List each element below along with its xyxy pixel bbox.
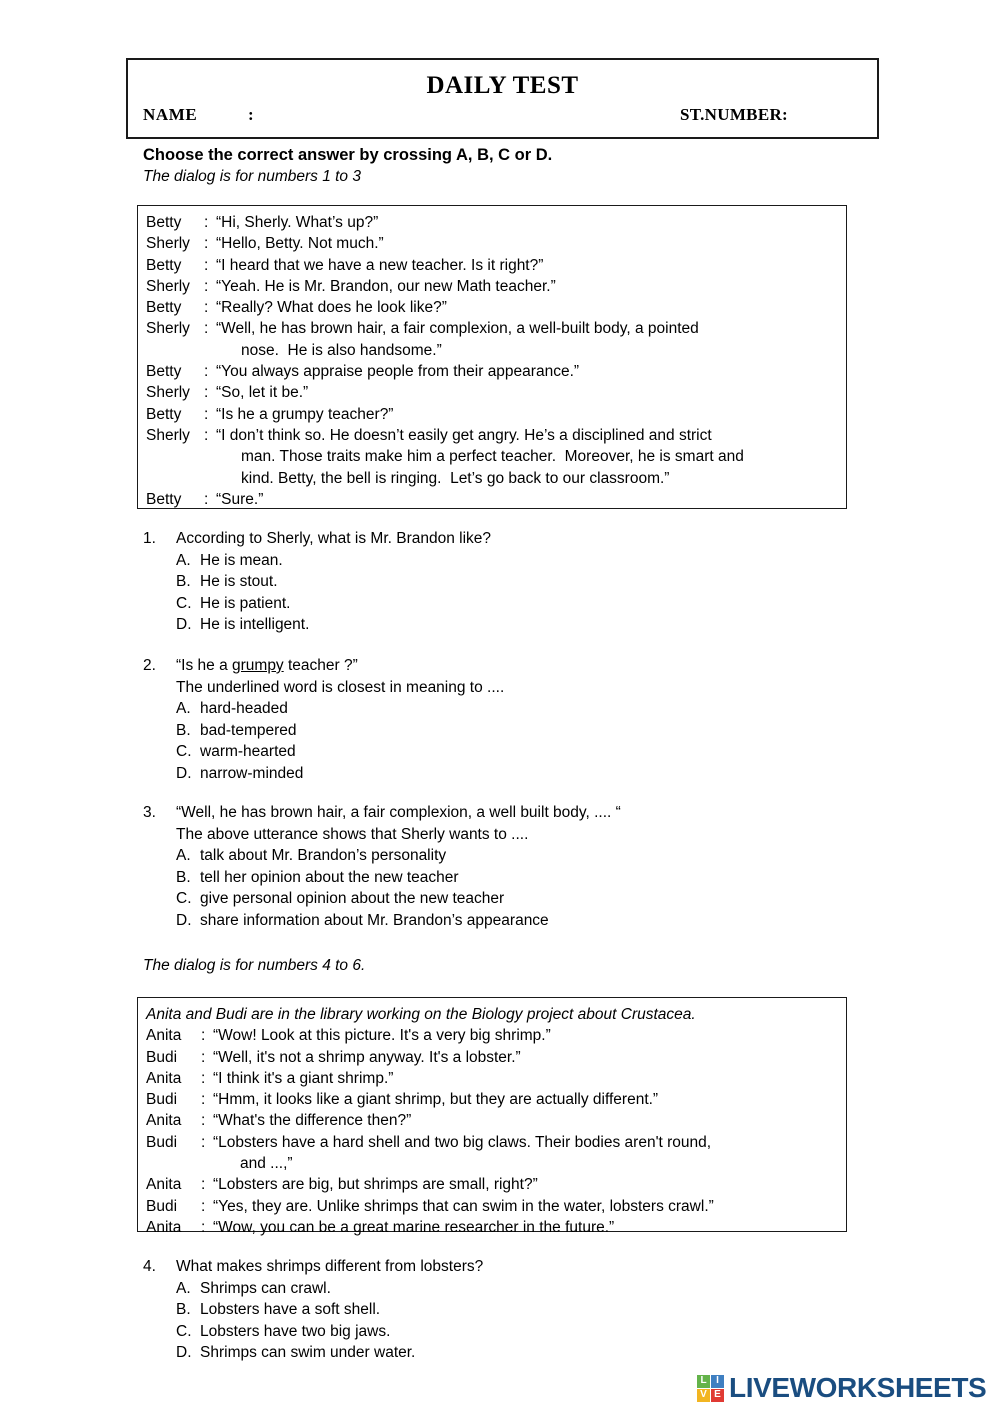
dialog-utterance: “Well, it's not a shrimp anyway. It's a lobster.” xyxy=(213,1048,521,1066)
test-header-box xyxy=(126,58,879,139)
dialog-line xyxy=(146,212,838,233)
dialog-speaker: Sherly xyxy=(146,426,190,444)
dialog-line xyxy=(146,297,838,318)
option-letter: A. xyxy=(176,700,191,717)
liveworksheets-mark-icon xyxy=(697,1375,724,1402)
option-text: Shrimps can swim under water. xyxy=(200,1344,416,1361)
question-4-option-c[interactable] xyxy=(143,1321,883,1343)
dialog-colon: : xyxy=(204,256,209,274)
dialog-line xyxy=(146,382,838,403)
option-letter: B. xyxy=(176,573,191,590)
dialog-colon: : xyxy=(201,1218,206,1236)
question-2-option-c[interactable] xyxy=(143,741,883,763)
name-label: NAME xyxy=(143,105,198,124)
option-text: He is mean. xyxy=(200,551,283,569)
question-3-stem-row xyxy=(143,802,883,824)
dialog-colon: : xyxy=(201,1091,206,1109)
dialog-speaker: Betty xyxy=(146,256,182,274)
logo-letter-tile: V xyxy=(697,1389,710,1402)
dialog-line xyxy=(146,318,838,339)
question-2-stem-row xyxy=(143,655,883,677)
dialog-line xyxy=(146,361,838,382)
dialog-colon: : xyxy=(201,1133,206,1151)
dialog-colon: : xyxy=(204,405,209,423)
question-4-number: 4. xyxy=(143,1258,156,1275)
dialog-speaker: Sherly xyxy=(146,277,190,295)
dialog-line xyxy=(146,1132,838,1153)
dialog-utterance: “Yeah. He is Mr. Brandon, our new Math teacher.” xyxy=(216,277,556,295)
option-text: warm-hearted xyxy=(200,743,296,760)
dialog-line xyxy=(146,1217,838,1238)
option-letter: D. xyxy=(176,911,192,929)
dialog-utterance: “I think it's a giant shrimp.” xyxy=(213,1069,394,1087)
option-text: share information about Mr. Brandon’s appearance xyxy=(200,911,549,929)
question-4-option-a[interactable] xyxy=(143,1278,883,1300)
question-2-stem xyxy=(176,655,883,677)
dialog-note-1: The dialog is for numbers 1 to 3 xyxy=(143,168,361,185)
dialog-line xyxy=(146,1089,838,1110)
name-colon: : xyxy=(248,105,254,124)
dialog-utterance-continued: kind. Betty, the bell is ringing. Let’s go back to our classroom.” xyxy=(241,469,670,487)
liveworksheets-logo[interactable] xyxy=(697,1374,986,1402)
dialog-speaker: Budi xyxy=(146,1197,178,1215)
dialog-line xyxy=(146,1196,838,1217)
dialog-line xyxy=(146,1068,838,1089)
option-letter: D. xyxy=(176,616,192,633)
dialog-speaker: Anita xyxy=(146,1027,182,1045)
dialog-speaker: Anita xyxy=(146,1176,182,1194)
question-4-stem: What makes shrimps different from lobsters? xyxy=(176,1258,484,1275)
option-letter: A. xyxy=(176,551,191,569)
dialog-colon: : xyxy=(201,1069,206,1087)
question-2-underlined-word: grumpy xyxy=(232,657,284,674)
question-1-stem-row xyxy=(143,528,883,550)
dialog-line xyxy=(146,1110,838,1131)
question-3-option-c[interactable] xyxy=(143,888,883,910)
question-2-option-a[interactable] xyxy=(143,698,883,720)
option-letter: C. xyxy=(176,1322,192,1340)
option-letter: B. xyxy=(176,1301,191,1318)
dialog-line xyxy=(146,1174,838,1195)
question-1-number: 1. xyxy=(143,530,156,547)
dialog-utterance: “So, let it be.” xyxy=(216,384,309,402)
question-1-option-c[interactable] xyxy=(143,593,883,615)
question-4-option-b[interactable] xyxy=(143,1299,883,1321)
dialog-line xyxy=(146,489,838,510)
dialog-utterance: “Is he a grumpy teacher?” xyxy=(216,405,394,423)
dialog-colon: : xyxy=(201,1176,206,1194)
dialog-utterance: “Sure.” xyxy=(216,490,264,508)
dialog-line xyxy=(146,276,838,297)
question-2-stem-pre: “Is he a xyxy=(176,657,232,674)
option-letter: C. xyxy=(176,594,192,612)
option-text: tell her opinion about the new teacher xyxy=(200,868,459,886)
question-4-stem-row xyxy=(143,1256,883,1278)
logo-letter-tile: I xyxy=(711,1375,724,1388)
dialog-colon: : xyxy=(204,235,209,253)
dialog-colon: : xyxy=(201,1027,206,1045)
dialog-colon: : xyxy=(204,277,209,295)
question-1-option-a[interactable] xyxy=(143,550,883,572)
dialog-speaker: Anita xyxy=(146,1069,182,1087)
dialog-utterance: “Yes, they are. Unlike shrimps that can swim in the water, lobsters crawl.” xyxy=(213,1197,714,1215)
question-4 xyxy=(143,1256,883,1364)
dialog-utterance: “Hello, Betty. Not much.” xyxy=(216,235,384,253)
dialog-utterance: “Wow! Look at this picture. It's a very big shrimp.” xyxy=(213,1027,551,1045)
instructions-block xyxy=(143,145,863,187)
dialog-utterance: “Hmm, it looks like a giant shrimp, but they are actually different.” xyxy=(213,1091,659,1109)
dialog-line xyxy=(146,255,838,276)
dialog-utterance: “Wow, you can be a great marine researcher in the future.” xyxy=(213,1218,615,1236)
option-letter: D. xyxy=(176,1344,192,1361)
option-letter: C. xyxy=(176,743,192,760)
dialog-colon: : xyxy=(204,320,209,338)
option-letter: B. xyxy=(176,868,191,886)
dialog-line xyxy=(146,404,838,425)
question-2-subtext: The underlined word is closest in meaning to .... xyxy=(176,678,505,696)
option-text: hard-headed xyxy=(200,700,288,717)
option-text: bad-tempered xyxy=(200,721,297,739)
dialog-utterance: “Really? What does he look like?” xyxy=(216,299,447,317)
dialog-utterance: “Lobsters are big, but shrimps are small, right?” xyxy=(213,1176,538,1194)
student-number-label: ST.NUMBER: xyxy=(680,105,788,124)
logo-letter-tile: L xyxy=(697,1375,710,1388)
question-2-option-b[interactable] xyxy=(143,720,883,742)
option-text: give personal opinion about the new teacher xyxy=(200,890,505,907)
question-3-number: 3. xyxy=(143,804,156,821)
dialog-utterance: “You always appraise people from their appearance.” xyxy=(216,363,580,381)
dialog-utterance: “What's the difference then?” xyxy=(213,1112,412,1130)
dialog-utterance-continued: man. Those traits make him a perfect teacher. Moreover, he is smart and xyxy=(241,448,744,466)
dialog-colon: : xyxy=(204,426,209,444)
dialog-speaker: Betty xyxy=(146,299,182,317)
dialog-box-betty-sherly xyxy=(137,205,847,509)
option-letter: A. xyxy=(176,847,191,864)
dialog-speaker: Budi xyxy=(146,1048,178,1066)
dialog-colon: : xyxy=(201,1048,206,1066)
dialog-colon: : xyxy=(204,490,209,508)
dialog-speaker: Sherly xyxy=(146,384,190,402)
option-text: Shrimps can crawl. xyxy=(200,1279,331,1297)
dialog-line xyxy=(146,425,838,446)
dialog-note-2: The dialog is for numbers 4 to 6. xyxy=(143,957,366,974)
dialog-speaker: Sherly xyxy=(146,235,190,253)
dialog-utterance-continued: nose. He is also handsome.” xyxy=(241,341,442,359)
option-letter: C. xyxy=(176,890,192,907)
dialog-colon: : xyxy=(201,1112,206,1130)
dialog-utterance: “I heard that we have a new teacher. Is it right?” xyxy=(216,256,544,274)
option-letter: D. xyxy=(176,764,192,782)
option-letter: A. xyxy=(176,1279,191,1297)
question-1-option-b[interactable] xyxy=(143,571,883,593)
dialog-line xyxy=(146,233,838,254)
dialog-line xyxy=(146,1047,838,1068)
option-text: Lobsters have a soft shell. xyxy=(200,1301,381,1318)
option-text: talk about Mr. Brandon’s personality xyxy=(200,847,447,864)
dialog-speaker: Betty xyxy=(146,490,182,508)
option-text: He is stout. xyxy=(200,573,278,590)
dialog-utterance-continued: and ...,” xyxy=(240,1155,293,1173)
question-1 xyxy=(143,528,883,636)
page-title: DAILY TEST xyxy=(426,72,579,99)
dialog-box-anita-budi xyxy=(137,997,847,1236)
option-text: Lobsters have two big jaws. xyxy=(200,1322,391,1340)
dialog-colon: : xyxy=(204,363,209,381)
dialog-colon: : xyxy=(201,1197,206,1215)
option-text: He is intelligent. xyxy=(200,616,310,633)
question-1-option-d[interactable] xyxy=(143,614,883,636)
dialog-utterance: “Lobsters have a hard shell and two big claws. Their bodies aren't round, xyxy=(213,1133,712,1151)
dialog-speaker: Betty xyxy=(146,405,182,423)
dialog-colon: : xyxy=(204,384,209,402)
option-text: He is patient. xyxy=(200,594,291,612)
dialog-speaker: Budi xyxy=(146,1091,178,1109)
dialog-line xyxy=(146,1025,838,1046)
instruction-main: Choose the correct answer by crossing A, B, C or D. xyxy=(143,146,553,164)
option-letter: B. xyxy=(176,721,191,739)
question-3-option-d[interactable] xyxy=(143,910,883,932)
dialog-colon: : xyxy=(204,299,209,317)
question-1-stem: According to Sherly, what is Mr. Brandon like? xyxy=(176,530,492,547)
dialog-speaker: Budi xyxy=(146,1133,178,1151)
dialog-speaker: Anita xyxy=(146,1218,182,1236)
question-2-option-d[interactable] xyxy=(143,763,883,785)
dialog-utterance: “I don’t think so. He doesn’t easily get angry. He’s a disciplined and strict xyxy=(216,426,712,444)
question-3-subtext: The above utterance shows that Sherly wants to .... xyxy=(176,825,529,843)
option-text: narrow-minded xyxy=(200,764,304,782)
question-3-option-b[interactable] xyxy=(143,867,883,889)
question-3 xyxy=(143,802,883,931)
question-3-stem: “Well, he has brown hair, a fair complexion, a well built body, .... “ xyxy=(176,804,621,821)
dialog-speaker: Betty xyxy=(146,214,182,231)
dialog-speaker: Betty xyxy=(146,363,182,381)
liveworksheets-wordmark: LIVEWORKSHEETS xyxy=(729,1372,987,1403)
dialog-colon: : xyxy=(204,214,209,231)
dialog-utterance: “Well, he has brown hair, a fair complexion, a well-built body, a pointed xyxy=(216,320,699,338)
question-2 xyxy=(143,655,883,784)
question-2-stem-post: teacher ?” xyxy=(283,657,358,674)
dialog-utterance: “Hi, Sherly. What’s up?” xyxy=(216,214,379,231)
question-2-number: 2. xyxy=(143,657,156,674)
question-3-option-a[interactable] xyxy=(143,845,883,867)
logo-letter-tile: E xyxy=(711,1389,724,1402)
question-4-option-d[interactable] xyxy=(143,1342,883,1364)
dialog-speaker: Anita xyxy=(146,1112,182,1130)
dialog-context-line: Anita and Budi are in the library working on the Biology project about Crustacea. xyxy=(146,1006,696,1023)
dialog-speaker: Sherly xyxy=(146,320,190,338)
